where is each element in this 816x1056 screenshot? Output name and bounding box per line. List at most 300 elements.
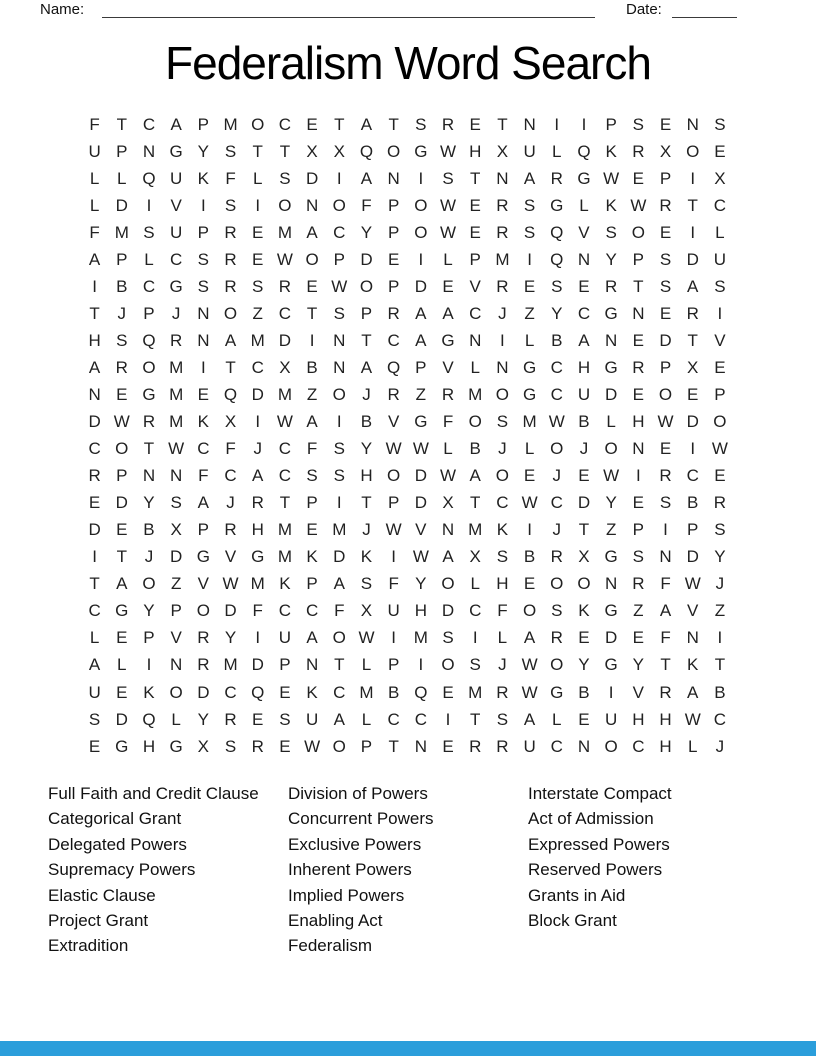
grid-letter: L xyxy=(470,574,480,594)
grid-letter: N xyxy=(496,168,509,188)
grid-letter: S xyxy=(659,249,672,269)
grid-letter: L xyxy=(171,709,181,729)
grid-letter: C xyxy=(224,682,237,702)
grid-letter: C xyxy=(577,303,591,323)
grid-letter: I xyxy=(663,520,668,540)
grid-letter: Q xyxy=(550,222,564,242)
grid-letter: E xyxy=(687,384,699,404)
grid-letter: H xyxy=(659,709,672,729)
grid-letter: H xyxy=(496,574,509,594)
grid-letter: M xyxy=(277,222,292,242)
word-list-item: Full Faith and Credit Clause xyxy=(48,784,259,803)
grid-letter: P xyxy=(116,141,128,161)
grid-letter: F xyxy=(225,439,236,459)
grid-letter: Q xyxy=(359,141,374,161)
grid-letter: L xyxy=(252,168,263,188)
grid-letter: S xyxy=(469,655,481,675)
grid-letter: N xyxy=(496,357,509,377)
grid-letter: N xyxy=(523,114,536,134)
grid-letter: N xyxy=(170,655,183,675)
grid-letter: L xyxy=(89,628,100,648)
grid-letter: O xyxy=(196,601,210,621)
grid-letter: A xyxy=(360,114,373,134)
grid-letter: T xyxy=(116,114,127,134)
grid-letter: P xyxy=(360,303,373,323)
grid-letter: E xyxy=(306,520,318,540)
grid-letter: O xyxy=(414,222,428,242)
grid-letter: E xyxy=(306,114,318,134)
grid-letter: Q xyxy=(387,357,401,377)
grid-letter: P xyxy=(387,276,400,296)
grid-letter: R xyxy=(496,195,509,215)
grid-letter: T xyxy=(687,330,698,350)
grid-letter: P xyxy=(333,249,345,269)
grid-letter: I xyxy=(255,195,261,215)
grid-letter: Z xyxy=(524,303,535,323)
grid-letter: Z xyxy=(714,601,726,621)
grid-letter: A xyxy=(306,628,318,648)
grid-letter: N xyxy=(632,439,645,459)
grid-letter: X xyxy=(659,141,672,161)
grid-letter: I xyxy=(146,655,152,675)
grid-letter: S xyxy=(659,493,672,513)
grid-letter: N xyxy=(632,303,645,323)
grid-letter: C xyxy=(496,493,509,513)
grid-letter: F xyxy=(225,168,236,188)
grid-letter: L xyxy=(687,736,698,756)
grid-letter: Z xyxy=(415,384,427,404)
grid-letter: D xyxy=(305,168,319,188)
word-list-item: Interstate Compact xyxy=(528,784,672,803)
grid-letter: E xyxy=(279,682,291,702)
grid-letter: Q xyxy=(550,249,564,269)
grid-letter: E xyxy=(442,682,454,702)
grid-letter: U xyxy=(713,249,727,269)
grid-letter: O xyxy=(223,303,238,323)
grid-letter: R xyxy=(251,493,264,513)
grid-letter: Y xyxy=(360,222,373,242)
word-list-item: Concurrent Powers xyxy=(288,809,434,829)
grid-letter: C xyxy=(469,303,482,323)
grid-letter: B xyxy=(551,330,563,350)
grid-letter: J xyxy=(579,439,589,459)
word-list-column xyxy=(288,781,434,959)
grid-letter: A xyxy=(333,574,345,594)
grid-letter: J xyxy=(498,303,507,323)
grid-letter: U xyxy=(387,601,400,621)
grid-letter: M xyxy=(169,384,184,404)
grid-letter: C xyxy=(142,276,156,296)
grid-letter: V xyxy=(197,574,210,594)
grid-letter: N xyxy=(469,330,482,350)
grid-letter: W xyxy=(222,574,239,594)
grid-letter: D xyxy=(115,493,128,513)
grid-letter: E xyxy=(659,114,672,134)
grid-letter: P xyxy=(387,195,400,215)
grid-letter: S xyxy=(88,709,101,729)
grid-letter: Y xyxy=(605,493,617,513)
grid-letter: I xyxy=(200,357,206,377)
grid-letter: T xyxy=(225,357,236,377)
grid-letter: Z xyxy=(633,601,644,621)
grid-letter: A xyxy=(360,168,373,188)
grid-letter: N xyxy=(333,357,346,377)
grid-letter: W xyxy=(548,412,565,432)
grid-letter: C xyxy=(333,222,346,242)
word-list-item: Division of Powers xyxy=(288,784,428,803)
grid-letter: B xyxy=(687,493,699,513)
grid-letter: V xyxy=(687,601,699,621)
grid-letter: J xyxy=(552,466,562,486)
grid-letter: A xyxy=(578,330,590,350)
grid-letter: T xyxy=(633,276,644,296)
grid-letter: L xyxy=(606,412,616,432)
grid-letter: R xyxy=(142,412,156,432)
grid-letter: P xyxy=(360,736,373,756)
grid-letter: A xyxy=(306,222,318,242)
grid-letter: D xyxy=(115,709,128,729)
date-label: Date: xyxy=(626,1,662,18)
grid-letter: F xyxy=(660,628,671,648)
grid-letter: S xyxy=(632,114,645,134)
grid-letter: E xyxy=(714,141,726,161)
grid-letter: B xyxy=(469,439,481,459)
grid-letter: G xyxy=(604,303,618,323)
grid-letter: C xyxy=(278,114,292,134)
grid-letter: R xyxy=(605,276,618,296)
word-list-item: Act of Admission xyxy=(528,809,654,829)
grid-letter: R xyxy=(441,384,455,404)
grid-letter: W xyxy=(385,439,402,459)
grid-letter: T xyxy=(660,655,671,675)
grid-letter: A xyxy=(415,330,427,350)
grid-letter: T xyxy=(306,303,318,323)
grid-letter: O xyxy=(631,222,645,242)
grid-letter: L xyxy=(361,709,372,729)
grid-letter: Z xyxy=(605,520,617,540)
name-input-line[interactable] xyxy=(102,0,595,18)
grid-letter: L xyxy=(579,195,589,215)
grid-letter: N xyxy=(605,574,618,594)
grid-letter: S xyxy=(252,276,264,296)
grid-letter: E xyxy=(197,384,210,404)
grid-letter: E xyxy=(632,168,645,188)
grid-letter: G xyxy=(550,682,564,702)
grid-letter: O xyxy=(142,574,156,594)
grid-letter: O xyxy=(550,655,564,675)
grid-letter: Q xyxy=(142,709,156,729)
grid-letter: D xyxy=(88,412,101,432)
grid-letter: Y xyxy=(714,547,726,567)
grid-letter: J xyxy=(171,303,181,323)
grid-letter: J xyxy=(226,493,235,513)
grid-letter: D xyxy=(441,601,455,621)
grid-letter: A xyxy=(469,466,481,486)
grid-letter: L xyxy=(524,330,535,350)
grid-letter: C xyxy=(333,682,346,702)
grid-letter: C xyxy=(387,709,400,729)
grid-letter: P xyxy=(687,520,699,540)
word-list-item: Exclusive Powers xyxy=(288,834,422,854)
grid-letter: E xyxy=(659,303,672,323)
grid-letter: U xyxy=(305,709,319,729)
grid-letter: I xyxy=(445,709,451,729)
grid-letter: R xyxy=(115,357,128,377)
grid-letter: A xyxy=(442,547,454,567)
grid-letter: F xyxy=(252,601,263,621)
grid-letter: M xyxy=(223,114,238,134)
grid-letter: I xyxy=(527,249,532,269)
grid-letter: I xyxy=(418,655,424,675)
grid-letter: D xyxy=(686,547,699,567)
grid-letter: X xyxy=(578,547,590,567)
grid-letter: D xyxy=(333,547,346,567)
grid-letter: N xyxy=(305,195,319,215)
grid-letter: M xyxy=(413,628,428,648)
grid-letter: R xyxy=(550,168,563,188)
grid-letter: P xyxy=(143,628,155,648)
grid-letter: J xyxy=(552,520,562,540)
grid-letter: B xyxy=(578,682,590,702)
grid-letter: O xyxy=(550,574,564,594)
grid-letter: E xyxy=(578,709,590,729)
word-list-item: Supremacy Powers xyxy=(48,860,196,880)
grid-letter: M xyxy=(495,249,510,269)
grid-letter: I xyxy=(554,114,560,134)
grid-letter: J xyxy=(362,520,371,540)
grid-letter: A xyxy=(523,168,536,188)
grid-letter: J xyxy=(715,736,725,756)
grid-letter: U xyxy=(605,709,618,729)
grid-letter: Y xyxy=(143,493,155,513)
grid-letter: C xyxy=(713,709,727,729)
grid-letter: O xyxy=(414,195,428,215)
grid-letter: N xyxy=(333,330,346,350)
grid-letter: S xyxy=(442,168,454,188)
grid-letter: O xyxy=(604,736,618,756)
grid-letter: P xyxy=(632,520,645,540)
grid-letter: I xyxy=(635,466,641,486)
grid-letter: T xyxy=(470,709,481,729)
grid-letter: O xyxy=(522,601,537,621)
grid-letter: I xyxy=(92,276,97,296)
grid-letter: T xyxy=(497,114,508,134)
grid-letter: C xyxy=(550,357,563,377)
grid-letter: F xyxy=(306,439,318,459)
grid-letter: E xyxy=(469,114,481,134)
grid-letter: P xyxy=(306,574,318,594)
grid-letter: A xyxy=(224,330,237,350)
grid-letter: L xyxy=(715,222,725,242)
grid-letter: T xyxy=(578,520,590,540)
grid-letter: N xyxy=(142,466,156,486)
grid-letter: H xyxy=(632,709,645,729)
grid-letter: O xyxy=(550,439,564,459)
grid-letter: G xyxy=(169,736,183,756)
grid-letter: T xyxy=(470,168,481,188)
grid-letter: R xyxy=(224,520,237,540)
grid-letter: A xyxy=(306,412,318,432)
grid-letter: C xyxy=(278,439,292,459)
grid-letter: G xyxy=(169,141,183,161)
grid-letter: N xyxy=(197,303,210,323)
grid-letter: M xyxy=(332,520,347,540)
grid-letter: P xyxy=(659,357,672,377)
grid-letter: R xyxy=(550,547,563,567)
grid-letter: G xyxy=(169,276,183,296)
grid-letter: N xyxy=(197,330,210,350)
grid-letter: W xyxy=(711,439,728,459)
word-list-item: Federalism xyxy=(288,936,373,956)
grid-letter: R xyxy=(496,222,509,242)
grid-letter: E xyxy=(523,466,536,486)
grid-letter: W xyxy=(684,709,701,729)
grid-letter: T xyxy=(687,195,698,215)
grid-letter: S xyxy=(224,195,237,215)
grid-letter: M xyxy=(468,682,483,702)
grid-letter: X xyxy=(496,141,509,161)
grid-letter: D xyxy=(88,520,101,540)
grid-letter: R xyxy=(387,303,400,323)
grid-letter: W xyxy=(440,222,457,242)
grid-letter: Y xyxy=(143,601,155,621)
grid-letter: L xyxy=(144,249,154,269)
grid-letter: W xyxy=(603,168,620,188)
grid-letter: W xyxy=(276,249,293,269)
grid-letter: E xyxy=(252,222,264,242)
grid-letter: R xyxy=(686,303,699,323)
grid-letter: G xyxy=(196,547,210,567)
grid-letter: K xyxy=(197,168,210,188)
grid-letter: E xyxy=(88,493,101,513)
grid-letter: O xyxy=(495,466,510,486)
grid-letter: I xyxy=(255,628,261,648)
grid-letter: S xyxy=(523,222,536,242)
grid-letter: X xyxy=(279,357,291,377)
grid-letter: S xyxy=(496,412,509,432)
grid-letter: N xyxy=(142,141,156,161)
word-list-column xyxy=(48,781,259,959)
grid-letter: W xyxy=(412,439,429,459)
grid-letter: Y xyxy=(224,628,237,648)
grid-letter: K xyxy=(197,412,210,432)
grid-letter: V xyxy=(442,357,454,377)
grid-letter: N xyxy=(387,168,400,188)
grid-letter: E xyxy=(632,330,645,350)
grid-letter: S xyxy=(360,574,373,594)
grid-letter: S xyxy=(714,276,726,296)
grid-letter: D xyxy=(197,682,210,702)
grid-letter: M xyxy=(169,357,184,377)
grid-letter: L xyxy=(89,195,100,215)
word-list-item: Implied Powers xyxy=(288,885,405,905)
grid-letter: W xyxy=(440,141,457,161)
grid-letter: P xyxy=(387,493,400,513)
word-list-item: Grants in Aid xyxy=(528,885,626,905)
grid-letter: J xyxy=(117,303,127,323)
grid-letter: D xyxy=(605,628,618,648)
grid-letter: C xyxy=(469,601,482,621)
grid-letter: I xyxy=(309,330,315,350)
grid-letter: S xyxy=(551,601,563,621)
grid-letter: X xyxy=(306,141,318,161)
grid-letter: C xyxy=(305,601,319,621)
grid-letter: R xyxy=(224,709,237,729)
grid-letter: E xyxy=(523,574,536,594)
grid-letter: O xyxy=(495,384,510,404)
grid-letter: I xyxy=(146,195,152,215)
grid-letter: E xyxy=(116,520,128,540)
grid-letter: Q xyxy=(577,141,591,161)
grid-letter: T xyxy=(89,303,100,323)
grid-letter: R xyxy=(278,276,292,296)
grid-letter: U xyxy=(170,168,183,188)
grid-letter: R xyxy=(632,141,645,161)
grid-letter: F xyxy=(89,222,100,242)
name-label: Name: xyxy=(40,1,85,18)
grid-letter: O xyxy=(577,574,591,594)
grid-letter: C xyxy=(142,114,156,134)
grid-letter: O xyxy=(332,736,346,756)
grid-letter: W xyxy=(113,412,130,432)
grid-letter: F xyxy=(198,466,209,486)
grid-letter: D xyxy=(605,384,618,404)
word-list-item: Categorical Grant xyxy=(48,809,182,829)
grid-letter: E xyxy=(632,628,645,648)
grid-letter: N xyxy=(88,384,101,404)
word-list-item: Inherent Powers xyxy=(288,860,412,880)
grid-letter: K xyxy=(360,547,373,567)
grid-letter: T xyxy=(388,736,399,756)
grid-letter: S xyxy=(714,520,726,540)
grid-letter: R xyxy=(88,466,101,486)
grid-letter: B xyxy=(714,682,726,702)
grid-letter: Q xyxy=(142,168,156,188)
grid-letter: I xyxy=(717,628,723,648)
grid-letter: W xyxy=(331,276,348,296)
grid-letter: F xyxy=(388,574,399,594)
grid-letter: X xyxy=(687,357,699,377)
grid-letter: T xyxy=(279,141,291,161)
grid-letter: P xyxy=(714,384,726,404)
grid-letter: T xyxy=(388,114,399,134)
grid-letter: A xyxy=(88,655,101,675)
grid-letter: D xyxy=(686,412,699,432)
grid-letter: G xyxy=(522,384,537,404)
grid-letter: E xyxy=(578,466,590,486)
grid-letter: W xyxy=(603,466,620,486)
grid-letter: P xyxy=(387,222,400,242)
grid-letter: S xyxy=(279,168,291,188)
grid-letter: R xyxy=(632,574,645,594)
grid-letter: D xyxy=(659,330,672,350)
grid-letter: M xyxy=(522,412,537,432)
grid-letter: E xyxy=(116,682,128,702)
grid-letter: K xyxy=(605,195,617,215)
grid-letter: R xyxy=(550,628,563,648)
grid-letter: I xyxy=(690,439,696,459)
grid-letter: H xyxy=(88,330,101,350)
grid-letter: O xyxy=(387,141,401,161)
date-input-line[interactable] xyxy=(672,0,737,18)
grid-letter: R xyxy=(659,195,672,215)
grid-letter: M xyxy=(223,655,238,675)
grid-letter: M xyxy=(468,384,483,404)
grid-letter: D xyxy=(251,384,264,404)
grid-letter: P xyxy=(170,601,182,621)
grid-letter: E xyxy=(252,249,264,269)
grid-letter: I xyxy=(472,628,478,648)
